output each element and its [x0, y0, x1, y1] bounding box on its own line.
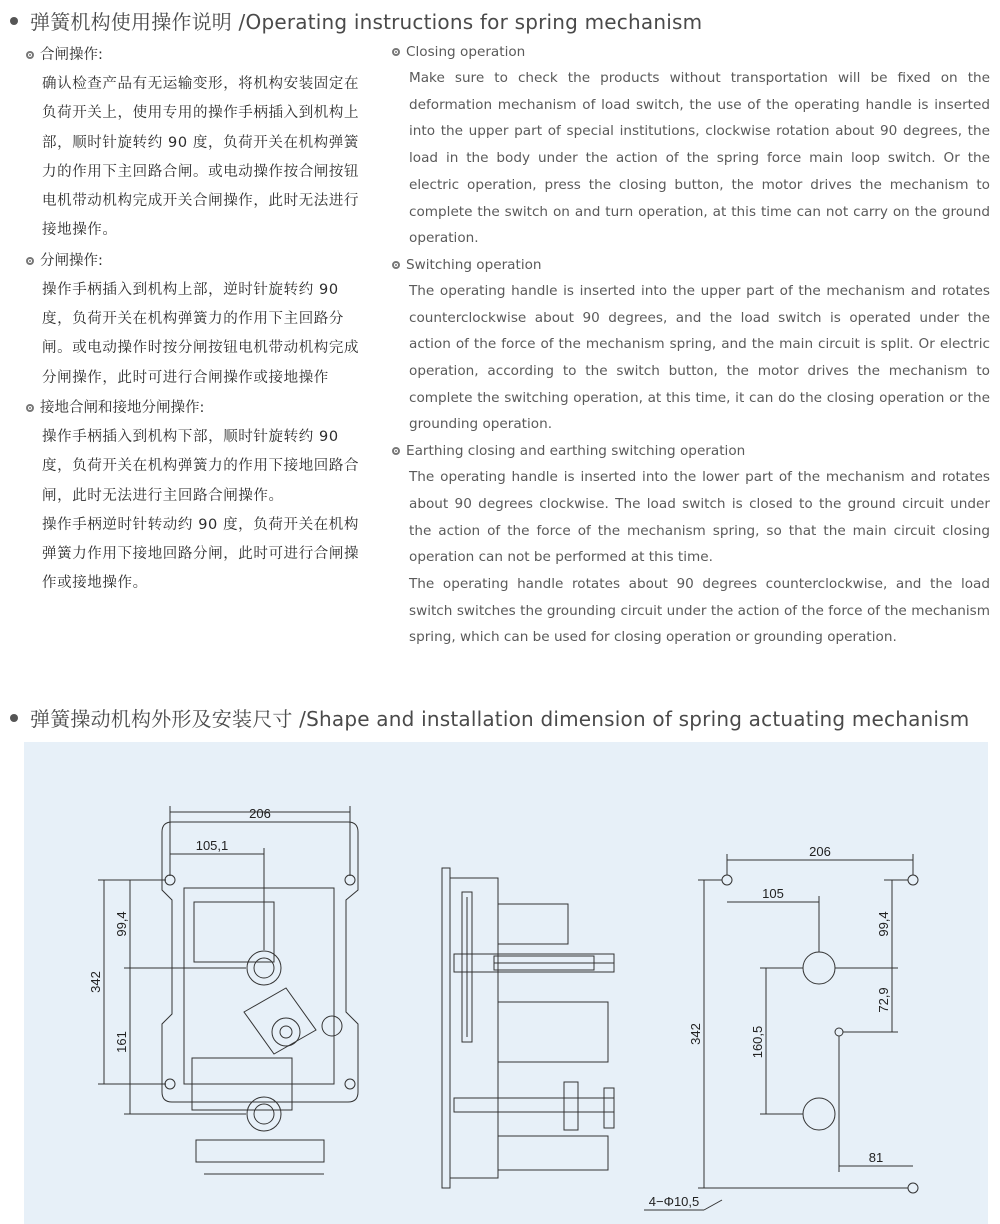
- en-heading-earthing: Earthing closing and earthing switching operation: [392, 438, 990, 464]
- mount-hole: [345, 875, 355, 885]
- dim-label: 99,4: [876, 911, 891, 937]
- cn-block-earthing: [26, 393, 371, 599]
- front-view-labels: [88, 806, 271, 1053]
- middle-shaft-inner: [280, 1026, 292, 1038]
- dim-label: 342: [88, 971, 103, 993]
- lower-lever: [564, 1082, 578, 1130]
- en-block-switching: [392, 252, 990, 438]
- mount-hole: [835, 1028, 843, 1036]
- dim-label: 81: [868, 1150, 884, 1165]
- side-plate: [442, 868, 450, 1188]
- side-frame: [450, 878, 498, 1178]
- mount-hole: [722, 875, 732, 885]
- leader-line: [704, 1200, 722, 1210]
- mechanism-frame: [184, 888, 334, 1084]
- section-title-shape-dimensions: [10, 703, 969, 732]
- en-paragraph: The operating handle is inserted into the lower part of the mechanism and rotates about 90 degrees clockwise. The load switch is closed to the ground circuit under the action of the force of the mechanism spring, so that the main circuit closing operation can not be performed at this time.: [409, 469, 990, 566]
- en-block-earthing: [392, 438, 990, 651]
- chinese-instructions-column: [26, 40, 371, 599]
- ring-bullet-icon: [26, 257, 34, 265]
- cn-heading-opening: 分闸操作:: [26, 246, 371, 276]
- upper-shaft-inner: [254, 958, 274, 978]
- dim-label: 342: [688, 1023, 703, 1045]
- dim-label: 206: [249, 806, 271, 821]
- cn-block-closing: [26, 40, 371, 246]
- english-instructions-column: [392, 39, 990, 651]
- ring-bullet-icon: [392, 261, 400, 269]
- cn-heading-earthing: 接地合闸和接地分闸操作:: [26, 393, 371, 423]
- mounting-view-labels: [649, 844, 891, 1209]
- dim-label: 161: [114, 1031, 129, 1053]
- cn-paragraph: 操作手柄插入到机构下部，顺时针旋转约 90 度，负荷开关在机构弹簧力的作用下接地回路合闸，此时无法进行主回路合闸操作。: [42, 428, 360, 504]
- middle-shaft: [272, 1018, 300, 1046]
- bullet-icon: [10, 17, 18, 25]
- cn-paragraph: 操作手柄逆时针转动约 90 度，负荷开关在机构弹簧力作用下接地回路分闸，此时可进行合闸操作或接地操作。: [42, 516, 360, 592]
- cn-block-opening: [26, 246, 371, 393]
- upper-bracket: [194, 902, 274, 962]
- mount-hole: [165, 1079, 175, 1089]
- dim-label: 160,5: [750, 1025, 765, 1059]
- dim-label: 105: [762, 886, 784, 901]
- lower-housing: [498, 1136, 608, 1170]
- cn-paragraph: 确认检查产品有无运输变形，将机构安装固定在负荷开关上，使用专用的操作手柄插入到机构上部，顺时针旋转约 90 度，负荷开关在机构弹簧力的作用下主回路合闸。或电动操作按合闸按钮电机带动机构完成开关合闸操作，此时无法进行接地操作。: [42, 76, 360, 239]
- upper-shaft-hole: [803, 952, 835, 984]
- small-gear: [322, 1016, 342, 1036]
- side-view-drawing: [442, 868, 614, 1188]
- technical-drawing: [24, 742, 988, 1224]
- cn-heading-closing: 合闸操作:: [26, 40, 371, 70]
- mount-hole: [908, 1183, 918, 1193]
- dimension-drawing-panel: [24, 742, 988, 1224]
- dim-label: 72,9: [876, 987, 891, 1013]
- base-bar: [196, 1140, 324, 1162]
- en-heading-closing: Closing operation: [392, 39, 990, 65]
- upper-housing: [498, 904, 568, 944]
- ring-bullet-icon: [392, 48, 400, 56]
- lower-shaft-inner: [254, 1104, 274, 1124]
- dim-label: 206: [809, 844, 831, 859]
- lower-shaft-hole: [803, 1098, 835, 1130]
- ring-bullet-icon: [26, 404, 34, 412]
- section-title-text: 弹簧操动机构外形及安装尺寸 /Shape and installation dimension of spring actuating mechanism: [30, 707, 970, 731]
- ring-bullet-icon: [392, 447, 400, 455]
- mount-hole: [908, 875, 918, 885]
- lower-pin: [604, 1088, 614, 1128]
- front-view-drawing: [98, 806, 358, 1174]
- cn-paragraph: 操作手柄插入到机构上部，逆时针旋转约 90 度，负荷开关在机构弹簧力的作用下主回路分闸。或电动操作时按分闸按钮电机带动机构完成分闸操作，此时可进行合闸操作或接地操作: [42, 281, 360, 386]
- mount-hole: [165, 875, 175, 885]
- en-paragraph: The operating handle is inserted into the upper part of the mechanism and rotates counterclockwise about 90 degrees, and the load switch is operated under the action of the force of the mechanism spring, and the main circuit is split. Or electric operation, according to the switch button, the motor drives the mechanism to complete the switching operation, at this time, it can do the closing operation or the grounding operation.: [409, 282, 990, 433]
- middle-housing: [498, 1002, 608, 1062]
- ring-bullet-icon: [26, 51, 34, 59]
- lower-shaft-side: [454, 1098, 614, 1112]
- bullet-icon: [10, 714, 18, 722]
- mount-hole: [345, 1079, 355, 1089]
- section-title-operating-instructions: [10, 6, 702, 35]
- en-paragraph: The operating handle rotates about 90 degrees counterclockwise, and the load switch switches the grounding circuit under the action of the force of the mechanism spring, which can be used for closing operation or grounding operation.: [409, 575, 990, 646]
- en-heading-switching: Switching operation: [392, 252, 990, 278]
- en-block-closing: [392, 39, 990, 252]
- dim-label: 4−Φ10,5: [648, 1194, 700, 1209]
- upper-shaft: [247, 951, 281, 985]
- dim-label: 105,1: [195, 838, 229, 853]
- section-title-text: 弹簧机构使用操作说明 /Operating instructions for spring mechanism: [30, 10, 703, 34]
- dim-label: 99,4: [114, 911, 129, 937]
- en-paragraph: Make sure to check the products without transportation will be fixed on the deformation mechanism of load switch, the use of the operating handle is inserted into the upper part of special institutions, clockwise rotation about 90 degrees, the load in the body under the action of the spring force main loop switch. Or the electric operation, press the closing button, the motor drives the mechanism to complete the switch on and turn operation, at this time can not carry on the ground operation.: [409, 70, 990, 247]
